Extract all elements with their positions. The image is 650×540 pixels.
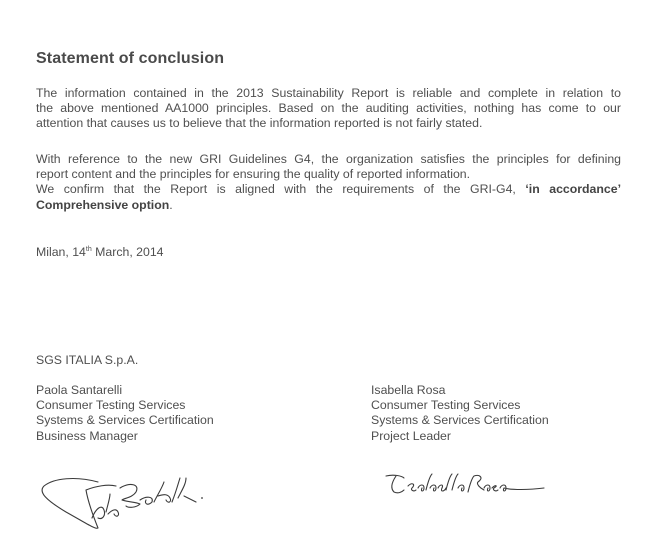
signer-division: Consumer Testing Services [371,398,521,413]
signature-stroke [408,474,436,491]
statement-heading: Statement of conclusion [36,50,225,67]
signature-stroke [92,494,119,519]
confirm-text: We confirm that the Report is aligned with the requirements of the GRI-G4, [36,182,526,197]
signature-stroke [468,475,544,492]
signer-block-right [371,383,549,444]
signer-department: Systems & Services Certification [36,413,214,428]
signature-stroke [120,485,140,508]
signature-dot [201,497,203,499]
conclusion-paragraph [36,86,621,132]
signer-division: Consumer Testing Services [36,398,186,413]
signature-stroke [42,479,116,529]
company-name: SGS ITALIA S.p.A. [36,353,139,367]
in-accordance-text: ‘in accordance’ [525,182,622,197]
paragraph-line: The information contained in the 2013 Sustainability Report is reliable and complete in relation to [36,86,621,100]
confirm-line-end [36,198,621,213]
signer-role: Project Leader [371,428,451,443]
date-line [36,245,164,259]
period: . [169,197,173,212]
confirm-line [36,182,621,197]
signature-stroke [438,474,464,491]
signer-role: Business Manager [36,428,138,443]
signer-department: Systems & Services Certification [371,413,549,428]
signature-santarelli [36,468,226,538]
gri-paragraph [36,152,621,213]
signature-rosa [380,470,550,500]
date-ordinal: th [85,246,92,253]
signature-stroke [386,475,404,493]
signer-name: Paola Santarelli [36,383,123,397]
date-rest: March, 2014 [91,245,164,259]
paragraph-line: With reference to the new GRI Guidelines G4, the organization satisfies the principles for defining [36,152,621,166]
paragraph-line: the above mentioned AA1000 principles. Based on the auditing activities, nothing has come to our [36,101,621,116]
signer-block-left [36,383,214,444]
paragraph-line: attention that causes us to believe that the information reported is not fairly stated. [36,116,483,131]
date-place: Milan, 14 [36,245,86,259]
signer-name: Isabella Rosa [371,383,446,397]
comprehensive-option-text: Comprehensive option [36,197,170,212]
signature-stroke [140,478,196,504]
paragraph-line: report content and the principles for ensuring the quality of reported information. [36,167,471,182]
